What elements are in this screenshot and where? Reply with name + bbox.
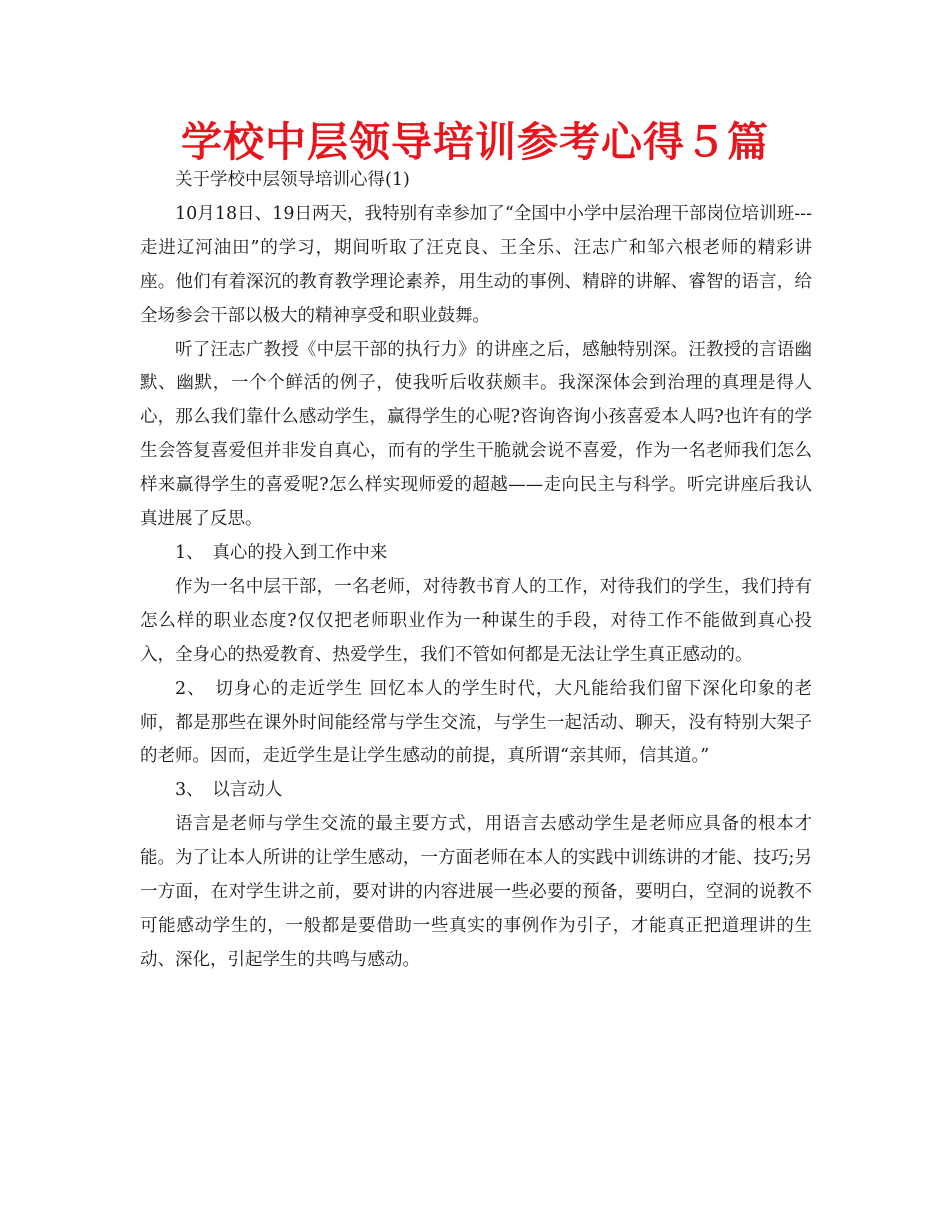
- paragraph: 语言是老师与学生交流的最主要方式，用语言去感动学生是老师应具备的根本才能。为了让本人所讲的让学生感动，一方面老师在本人的实践中训练讲的才能、技巧;另一方面，在对学生讲之前，要对讲的内容进展一些必要的预备，要明白，空洞的说教不可能感动学生的，一般都是要借助一些真实的事例作为引子，才能真正把道理讲的生动、深化，引起学生的共鸣与感动。: [140, 814, 812, 970]
- document-title: 学校中层领导培训参考心得５篇: [181, 118, 769, 166]
- numbered-heading: 3、 以言动人: [175, 780, 283, 801]
- paragraph: 2、 切身心的走近学生 回忆本人的学生时代，大凡能给我们留下深化印象的老师，都是那些在课外时间能经常与学生交流，与学生一起活动、聊天，没有特别大架子的老师。因而，走近学生是让学生感动的前提，真所谓“亲其师，信其道。”: [140, 678, 812, 767]
- section-heading: 关于学校中层领导培训心得(1): [175, 170, 410, 190]
- paragraph: 作为一名中层干部，一名老师，对待教书育人的工作，对待我们的学生，我们持有怎么样的职业态度?仅仅把老师职业作为一种谋生的手段，对待工作不能做到真心投入，全身心的热爱教育、热爱学生，我们不管如何都是无法让学生真正感动的。: [140, 576, 812, 665]
- paragraph: 10月18日、19日两天，我特别有幸参加了“全国中小学中层治理干部岗位培训班---走进辽河油田”的学习，期间听取了汪克良、王全乐、汪志广和邹六根老师的精彩讲座。他们有着深沉的教育教学理论素养，用生动的事例、精辟的讲解、睿智的语言，给全场参会干部以极大的精神享受和职业鼓舞。: [140, 203, 812, 326]
- paragraph: 听了汪志广教授《中层干部的执行力》的讲座之后，感触特别深。汪教授的言语幽默、幽默，一个个鲜活的例子，使我听后收获颇丰。我深深体会到治理的真理是得人心，那么我们靠什么感动学生，赢得学生的心呢?咨询咨询小孩喜爱本人吗?也许有的学生会答复喜爱但并非发自真心，而有的学生干脆就会说不喜爱，作为一名老师我们怎么样来赢得学生的喜爱呢?怎么样实现师爱的超越——走向民主与科学。听完讲座后我认真进展了反思。: [140, 339, 812, 530]
- numbered-heading: 1、 真心的投入到工作中来: [175, 542, 388, 563]
- document-body: [140, 164, 812, 978]
